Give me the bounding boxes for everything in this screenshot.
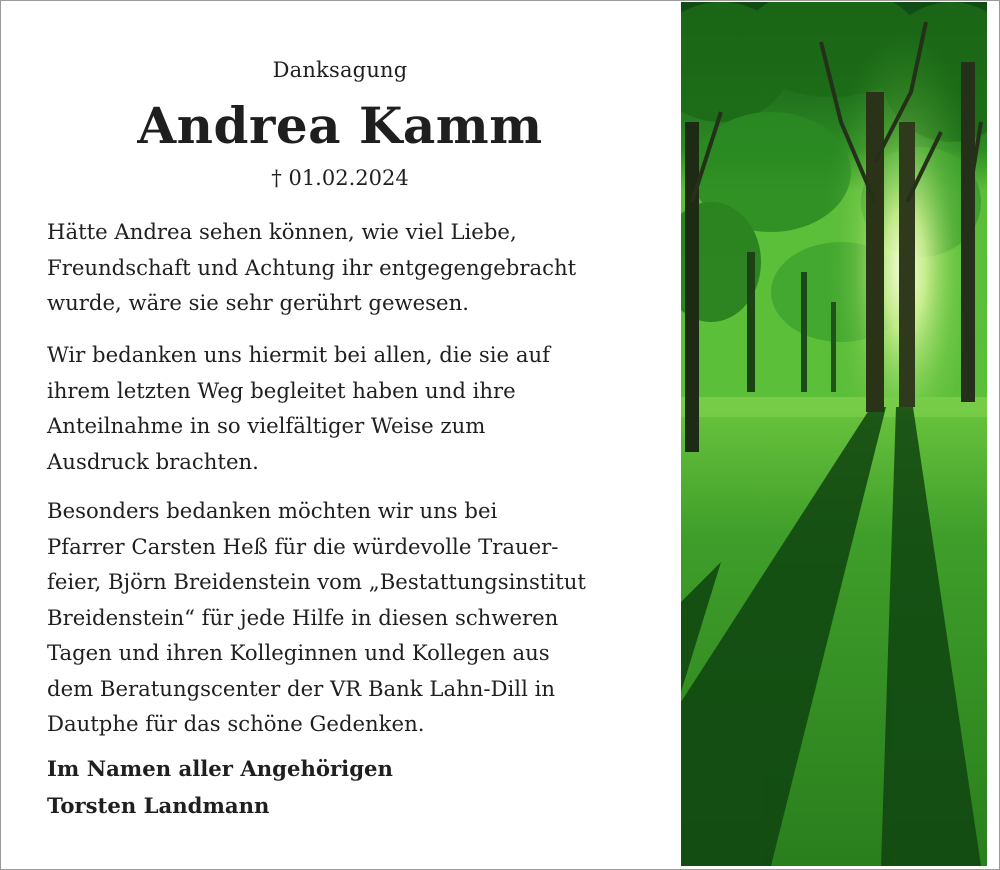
paragraph-special-thanks — [47, 493, 657, 742]
paragraph-thanks-love — [47, 214, 657, 321]
paragraph-line: ihrem letzten Weg begleitet haben und ihre — [47, 377, 516, 403]
paragraph-line: wurde, wäre sie sehr gerührt gewesen. — [47, 290, 469, 315]
death-date: † 01.02.2024 — [271, 166, 409, 190]
notice-heading: Danksagung — [272, 58, 408, 82]
paragraph-line: Pfarrer Carsten Heß für die würdevolle Trauer- — [47, 533, 559, 559]
paragraph-line: feier, Björn Breidenstein vom „Bestattungsinstitut — [47, 569, 586, 594]
paragraph-line: Ausdruck brachten. — [47, 448, 259, 474]
paragraph-line: dem Beratungscenter der VR Bank Lahn-Dill in — [47, 675, 556, 701]
signature-name: Torsten Landmann — [47, 793, 270, 818]
paragraph-line: Tagen und ihren Kolleginnen und Kollegen aus — [47, 640, 550, 665]
paragraph-line: Dautphe für das schöne Gedenken. — [47, 711, 425, 736]
paragraph-line: Wir bedanken uns hiermit bei allen, die sie auf — [47, 342, 550, 367]
paragraph-line: Besonders bedanken möchten wir uns bei — [47, 498, 498, 523]
paragraph-line: Anteilnahme in so vielfältiger Weise zum — [47, 413, 486, 438]
signature-line-family: Im Namen aller Angehörigen — [47, 756, 393, 781]
paragraph-line: Freundschaft und Achtung ihr entgegengebracht — [47, 254, 577, 280]
paragraph-thanks-all — [47, 337, 657, 479]
paragraph-line: Breidenstein“ für jede Hilfe in diesen schweren — [47, 604, 559, 630]
deceased-name: Andrea Kamm — [137, 96, 543, 155]
paragraph-line: Hätte Andrea sehen können, wie viel Liebe, — [47, 219, 517, 244]
park-trees-photo — [681, 2, 987, 866]
